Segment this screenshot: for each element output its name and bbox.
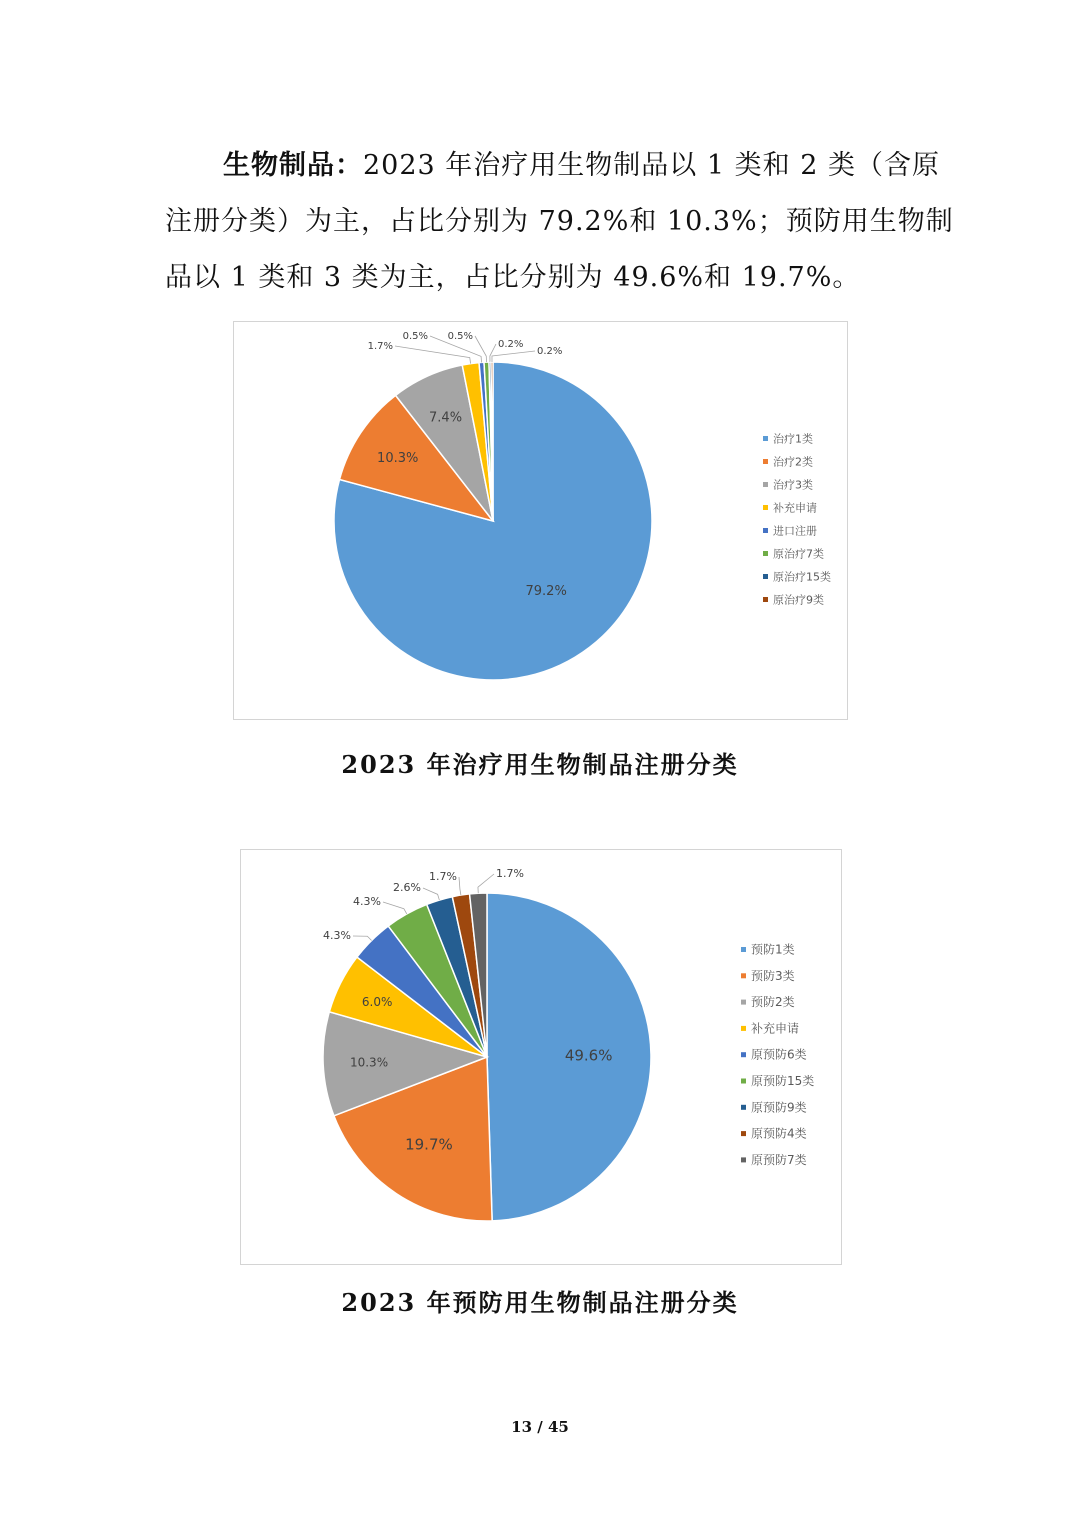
chart-2-data-label-2: 10.3% [349, 1055, 389, 1070]
chart-2-leader-6 [423, 888, 439, 900]
chart-2-caption: 2023 年预防用生物制品注册分类 [341, 1288, 739, 1317]
chart-1-leader-3 [395, 346, 471, 364]
chart-1-data-label-7: 0.2% [537, 346, 563, 357]
chart-2-legend-label-3: 补充申请 [751, 1021, 800, 1036]
chart-1-leader-6 [490, 344, 496, 362]
chart-1-legend-marker-6 [763, 574, 768, 579]
chart-2-leader-8 [478, 874, 494, 893]
section-heading: 生物制品： [223, 150, 363, 181]
chart-1-legend-label-3: 补充申请 [773, 501, 817, 515]
chart-1-legend-label-5: 原治疗7类 [773, 547, 824, 561]
chart-1-frame [233, 321, 848, 720]
chart-2-legend-marker-8 [741, 1157, 746, 1162]
paragraph-line-1 [165, 138, 940, 194]
page-number: 13 / 45 [511, 1418, 569, 1436]
chart-1-legend-marker-1 [763, 459, 768, 464]
chart-2-legend-label-0: 预防1类 [751, 942, 795, 957]
chart-2-leader-5 [383, 902, 407, 914]
chart-2-svg [241, 850, 841, 1264]
chart-1-legend-label-4: 进口注册 [773, 524, 817, 538]
chart-2-data-label-8: 1.7% [496, 867, 524, 880]
chart-1-data-label-5: 0.5% [447, 331, 473, 342]
chart-2-legend-label-6: 原预防9类 [751, 1100, 807, 1115]
chart-2-data-label-5: 4.3% [353, 895, 381, 908]
chart-1-data-label-0: 79.2% [525, 583, 567, 599]
chart-2-data-label-7: 1.7% [429, 870, 457, 883]
chart-2-legend-label-5: 原预防15类 [751, 1074, 815, 1088]
chart-1-legend-label-6: 原治疗15类 [773, 570, 831, 584]
chart-1-data-label-3: 1.7% [367, 341, 393, 352]
chart-1-legend-label-2: 治疗3类 [773, 478, 813, 492]
body-paragraph [165, 138, 954, 306]
chart-2-data-label-3: 6.0% [361, 994, 393, 1009]
chart-1-data-label-2: 7.4% [429, 410, 463, 426]
chart-2-legend-marker-5 [741, 1079, 746, 1084]
chart-2-legend-label-1: 预防3类 [751, 968, 795, 983]
chart-2-legend-marker-0 [741, 947, 746, 952]
chart-2-legend-marker-2 [741, 1000, 746, 1005]
chart-2-legend-marker-3 [741, 1026, 746, 1031]
chart-2-legend-marker-4 [741, 1052, 746, 1057]
chart-2-leader-7 [459, 877, 461, 895]
chart-1-caption: 2023 年治疗用生物制品注册分类 [341, 750, 739, 779]
chart-2-legend-label-7: 原预防4类 [751, 1126, 807, 1141]
chart-1-legend-label-7: 原治疗9类 [773, 593, 824, 607]
chart-2-legend-marker-1 [741, 973, 746, 978]
paragraph-line-3: 品以 1 类和 3 类为主，占比分别为 49.6%和 19.7%。 [165, 262, 861, 293]
chart-1-legend-label-1: 治疗2类 [773, 455, 813, 469]
chart-2-leader-4 [353, 936, 372, 940]
paragraph-line-1-text: 2023 年治疗用生物制品以 1 类和 2 类（含原 [363, 150, 940, 181]
chart-1-legend-marker-7 [763, 597, 768, 602]
chart-2-frame [240, 849, 842, 1265]
chart-1-svg [234, 322, 847, 719]
chart-2-legend-label-2: 预防2类 [751, 995, 795, 1010]
chart-1-legend-label-0: 治疗1类 [773, 432, 813, 446]
chart-1-data-label-6: 0.2% [498, 339, 524, 350]
chart-1-legend-marker-0 [763, 436, 768, 441]
chart-1-legend-marker-5 [763, 551, 768, 556]
chart-1-leader-5 [475, 336, 487, 362]
paragraph-line-2: 注册分类）为主，占比分别为 79.2%和 10.3%；预防用生物制 [165, 206, 954, 237]
chart-1-leader-7 [492, 351, 535, 362]
chart-2-data-label-0: 49.6% [564, 1046, 613, 1065]
chart-2-legend-marker-7 [741, 1131, 746, 1136]
chart-1-data-label-1: 10.3% [377, 451, 419, 467]
chart-2-data-label-4: 4.3% [323, 929, 351, 942]
chart-1-data-label-4: 0.5% [402, 331, 428, 342]
chart-2-legend-label-4: 原预防6类 [751, 1047, 807, 1062]
chart-2-legend-marker-6 [741, 1105, 746, 1110]
chart-1-legend-marker-2 [763, 482, 768, 487]
chart-1-legend-marker-4 [763, 528, 768, 533]
chart-2-legend-label-8: 原预防7类 [751, 1152, 807, 1167]
chart-2-data-label-1: 19.7% [405, 1135, 453, 1154]
chart-2-data-label-6: 2.6% [393, 881, 421, 894]
chart-1-legend-marker-3 [763, 505, 768, 510]
